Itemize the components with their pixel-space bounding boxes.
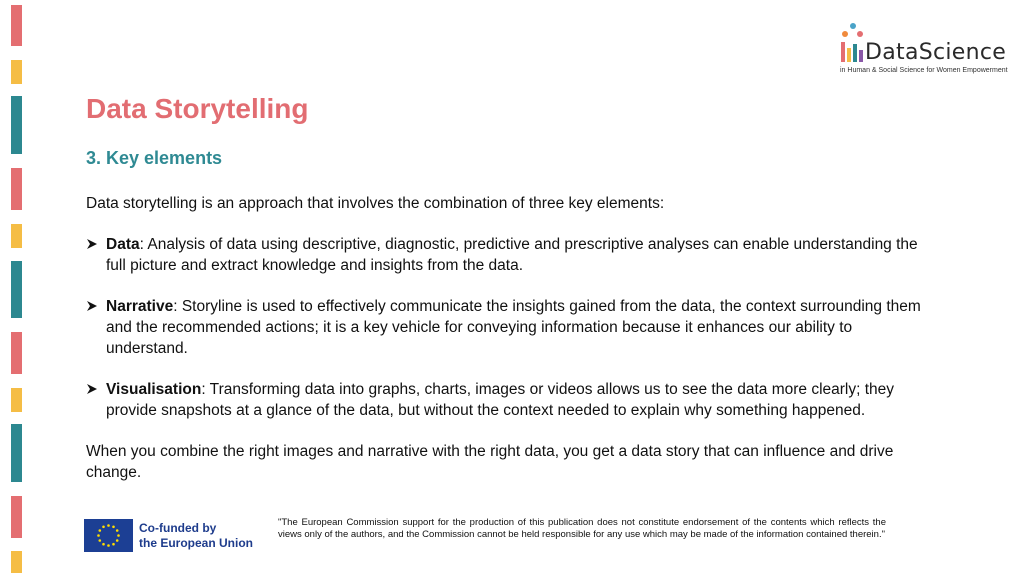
- list-item: [86, 296, 926, 359]
- list-item: [86, 379, 926, 421]
- closing-text: When you combine the right images and narrative with the right data, you get a data story that can influence and drive change.: [86, 443, 894, 481]
- logo-wordmark: DataScience: [865, 40, 1007, 65]
- decor-stripe-teal: [11, 96, 22, 154]
- decor-stripe-red: [11, 332, 22, 374]
- bullet-text: : Transforming data into graphs, charts, images or videos allows us to see the data more clearly; they provide snapshots at a glance of the data, but without the context needed to explain why something happened.: [106, 381, 895, 419]
- eu-cofunded-label: Co-funded by the European Union: [139, 521, 253, 550]
- decor-stripe-teal: [11, 424, 22, 482]
- decor-stripe-teal: [11, 261, 22, 318]
- decor-stripe-yellow: [11, 388, 22, 412]
- arrowhead-bullet-icon: [86, 383, 98, 395]
- arrowhead-bullet-icon: [86, 300, 98, 312]
- logo-tagline: in Human & Social Science for Women Empowerment: [840, 67, 1008, 74]
- arrowhead-bullet-icon: [86, 238, 98, 250]
- bullet-term: Data: [106, 236, 140, 253]
- decor-stripe-yellow: [11, 60, 22, 84]
- decor-stripe-red: [11, 5, 22, 46]
- bullet-term: Visualisation: [106, 381, 202, 398]
- slide-subtitle: 3. Key elements: [86, 148, 223, 168]
- decor-stripe-red: [11, 168, 22, 210]
- disclaimer-text: "The European Commission support for the production of this publication does not constitute endorsement of the contents which reflects the views only of the authors, and the Commission cannot be held responsible for any use which may be made of the information contained therein.": [278, 517, 886, 541]
- decor-stripe-red: [11, 496, 22, 538]
- bullet-text: : Storyline is used to effectively communicate the insights gained from the data, the context surrounding them and the recommended actions; it is a key vehicle for conveying information because it enhances our ability to understand.: [106, 298, 921, 357]
- logo-figure-icon: [838, 20, 868, 68]
- intro-text: Data storytelling is an approach that involves the combination of three key elements:: [86, 195, 665, 212]
- bullet-text: : Analysis of data using descriptive, diagnostic, predictive and prescriptive analyses can enable understanding the full picture and extract knowledge and insights from the data.: [106, 236, 918, 274]
- bullet-term: Narrative: [106, 298, 174, 315]
- datascience-logo: [838, 20, 1008, 78]
- list-item: [86, 234, 926, 276]
- decor-stripe-yellow: [11, 551, 22, 573]
- slide-body: [86, 193, 926, 483]
- slide-title: Data Storytelling: [86, 93, 309, 124]
- eu-flag-icon: [84, 519, 133, 552]
- decor-stripe-yellow: [11, 224, 22, 248]
- key-elements-list: [86, 234, 926, 421]
